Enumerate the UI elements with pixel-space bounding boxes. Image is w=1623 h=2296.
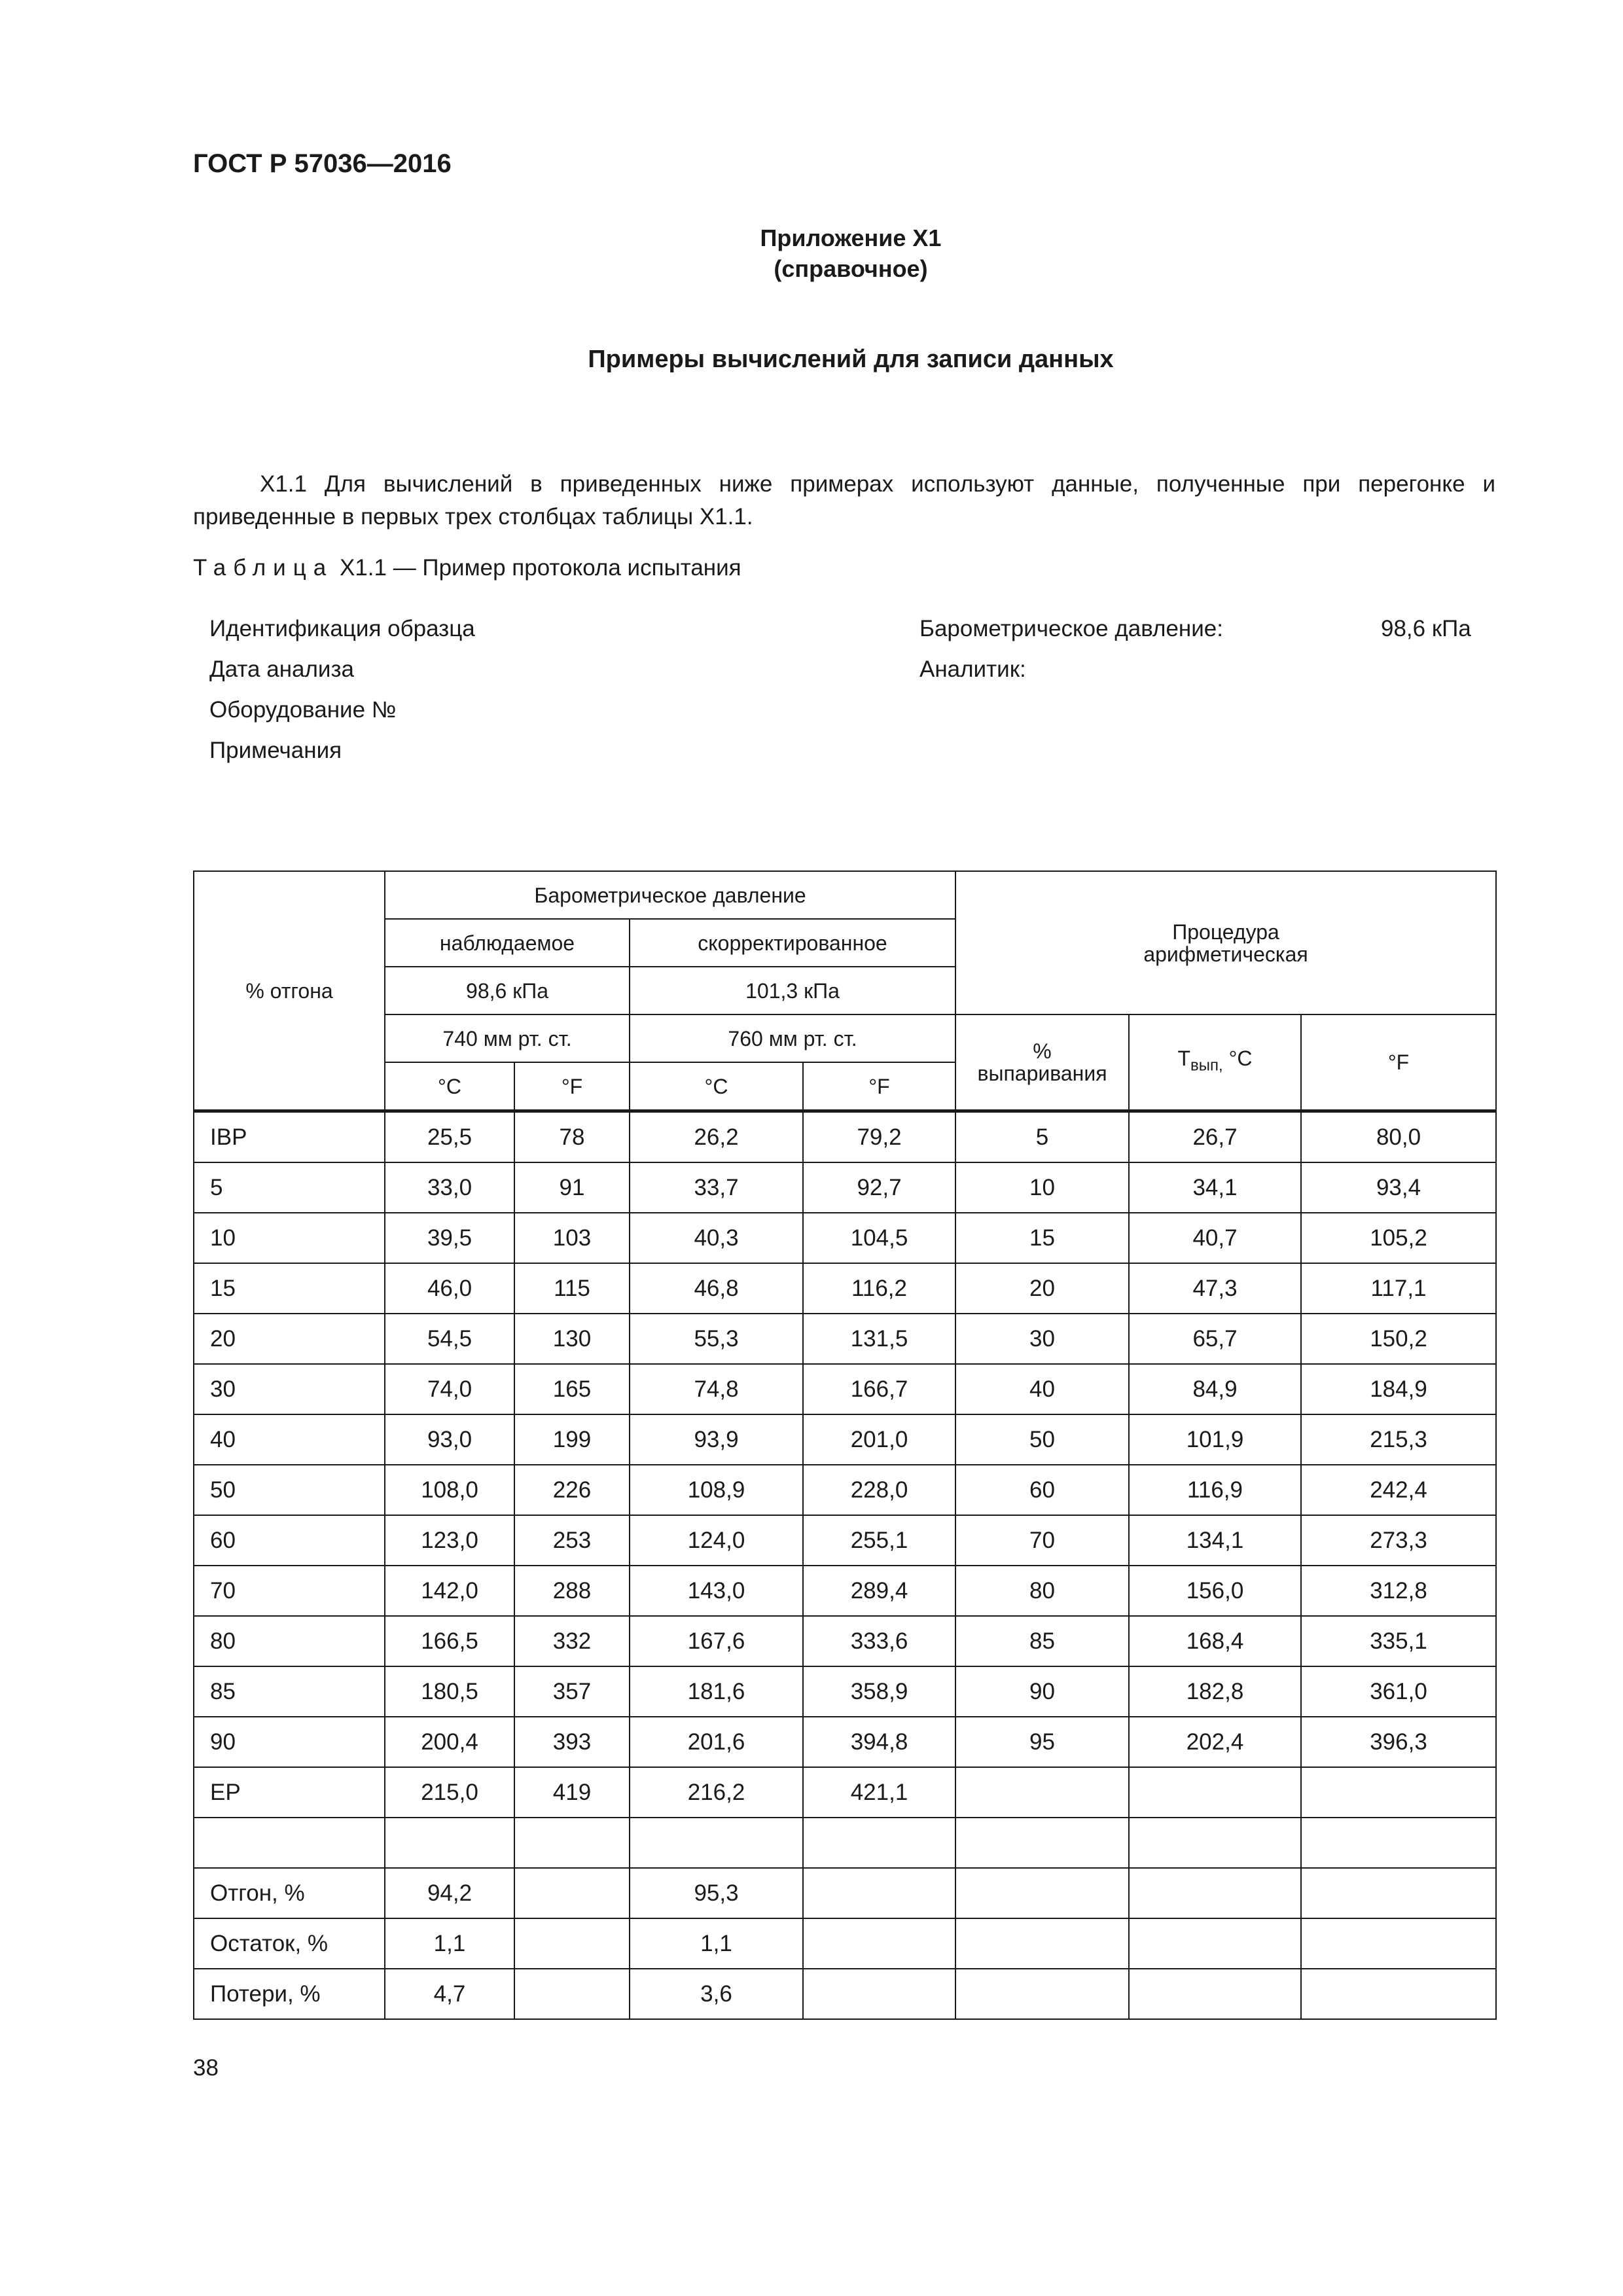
cell-obs-f: 393 — [514, 1717, 630, 1767]
document-code: ГОСТ Р 57036—2016 — [193, 149, 452, 178]
table-row — [194, 1918, 1496, 1969]
cell-evap-pct: 80 — [955, 1566, 1129, 1616]
cell-cor-f — [803, 1969, 955, 2019]
table-row — [194, 1969, 1496, 2019]
cell-evap-f: 273,3 — [1301, 1515, 1496, 1566]
header-observed: наблюдаемое — [385, 919, 630, 967]
cell-obs-f: 78 — [514, 1111, 630, 1163]
pressure-label: Барометрическое давление: — [919, 616, 1223, 641]
cell-cor-f: 333,6 — [803, 1616, 955, 1666]
cell-obs-c: 46,0 — [385, 1263, 514, 1314]
cell-cor-c: 95,3 — [630, 1868, 803, 1918]
table-row — [194, 1818, 1496, 1868]
cell-obs-c: 180,5 — [385, 1666, 514, 1717]
cell-evap-pct — [955, 1868, 1129, 1918]
cell-evap-c: 47,3 — [1129, 1263, 1301, 1314]
cell-obs-c: 215,0 — [385, 1767, 514, 1818]
header-row-4 — [194, 1014, 1496, 1062]
cell-evap-f — [1301, 1918, 1496, 1969]
t-evap-unit: °C — [1222, 1047, 1253, 1071]
cell-cor-f: 166,7 — [803, 1364, 955, 1414]
cell-cor-f: 421,1 — [803, 1767, 955, 1818]
table-row — [194, 1515, 1496, 1566]
distillation-table — [193, 870, 1497, 2020]
cell-evap-f: 396,3 — [1301, 1717, 1496, 1767]
table-caption-text: Х1.1 — Пример протокола испытания — [339, 555, 741, 581]
table-row — [194, 1868, 1496, 1918]
cell-evap-pct: 90 — [955, 1666, 1129, 1717]
table-row — [194, 1414, 1496, 1465]
cell-cor-c: 216,2 — [630, 1767, 803, 1818]
cell-obs-f: 357 — [514, 1666, 630, 1717]
cell-obs-c — [385, 1818, 514, 1868]
cell-evap-pct — [955, 1818, 1129, 1868]
cell-evap-pct: 50 — [955, 1414, 1129, 1465]
cell-cor-c: 181,6 — [630, 1666, 803, 1717]
cell-pct: Остаток, % — [194, 1918, 385, 1969]
cell-evap-f: 312,8 — [1301, 1566, 1496, 1616]
cell-pct: 15 — [194, 1263, 385, 1314]
cell-cor-c — [630, 1818, 803, 1868]
cell-pct: 5 — [194, 1162, 385, 1213]
notes-label: Примечания — [209, 738, 342, 763]
header-row-1 — [194, 871, 1496, 919]
cell-obs-f: 130 — [514, 1314, 630, 1364]
cell-obs-c: 142,0 — [385, 1566, 514, 1616]
header-corrected-mm: 760 мм рт. ст. — [630, 1014, 955, 1062]
cell-obs-f — [514, 1868, 630, 1918]
cell-evap-pct — [955, 1767, 1129, 1818]
cell-obs-f — [514, 1969, 630, 2019]
header-barometric: Барометрическое давление — [385, 871, 955, 919]
cell-obs-c: 74,0 — [385, 1364, 514, 1414]
pressure-value: 98,6 кПа — [1381, 616, 1471, 641]
cell-evap-c: 156,0 — [1129, 1566, 1301, 1616]
cell-evap-c — [1129, 1818, 1301, 1868]
header-pct-evaporated — [955, 1014, 1129, 1111]
cell-cor-c: 46,8 — [630, 1263, 803, 1314]
cell-evap-c: 34,1 — [1129, 1162, 1301, 1213]
cell-evap-f: 150,2 — [1301, 1314, 1496, 1364]
cell-cor-f: 92,7 — [803, 1162, 955, 1213]
cell-obs-c: 1,1 — [385, 1918, 514, 1969]
cell-evap-pct: 70 — [955, 1515, 1129, 1566]
table-row — [194, 1566, 1496, 1616]
table-row — [194, 1314, 1496, 1364]
cell-pct: 50 — [194, 1465, 385, 1515]
cell-cor-f: 255,1 — [803, 1515, 955, 1566]
cell-cor-f: 131,5 — [803, 1314, 955, 1364]
analyst-label: Аналитик: — [919, 656, 1026, 682]
header-procedure — [955, 871, 1496, 1014]
table-row — [194, 1465, 1496, 1515]
cell-evap-c — [1129, 1868, 1301, 1918]
cell-pct — [194, 1818, 385, 1868]
cell-obs-f: 226 — [514, 1465, 630, 1515]
page-number: 38 — [193, 2055, 219, 2081]
cell-evap-f: 335,1 — [1301, 1616, 1496, 1666]
cell-cor-f: 358,9 — [803, 1666, 955, 1717]
header-pct-evaporated-text: % выпаривания — [977, 1039, 1107, 1085]
cell-evap-f: 242,4 — [1301, 1465, 1496, 1515]
cell-evap-pct: 95 — [955, 1717, 1129, 1767]
cell-obs-c: 94,2 — [385, 1868, 514, 1918]
cell-evap-c: 182,8 — [1129, 1666, 1301, 1717]
cell-evap-pct — [955, 1918, 1129, 1969]
cell-cor-c: 74,8 — [630, 1364, 803, 1414]
cell-evap-f: 80,0 — [1301, 1111, 1496, 1163]
cell-evap-f: 361,0 — [1301, 1666, 1496, 1717]
cell-pct: 70 — [194, 1566, 385, 1616]
table-caption — [193, 555, 741, 581]
cell-obs-f: 419 — [514, 1767, 630, 1818]
section-title: Примеры вычислений для записи данных — [588, 346, 1114, 373]
cell-cor-c: 124,0 — [630, 1515, 803, 1566]
annex-subtitle: (справочное) — [774, 255, 928, 282]
cell-evap-f: 117,1 — [1301, 1263, 1496, 1314]
cell-cor-c: 1,1 — [630, 1918, 803, 1969]
cell-pct: 20 — [194, 1314, 385, 1364]
cell-cor-f — [803, 1868, 955, 1918]
header-observed-kpa: 98,6 кПа — [385, 967, 630, 1014]
cell-obs-c: 108,0 — [385, 1465, 514, 1515]
cell-evap-pct: 60 — [955, 1465, 1129, 1515]
cell-obs-c: 200,4 — [385, 1717, 514, 1767]
intro-paragraph: Х1.1 Для вычислений в приведенных ниже примерах используют данные, полученные при перегонке и приведенные в первых трех столбцах таблицы Х1.1. — [193, 471, 1495, 529]
table-row — [194, 1364, 1496, 1414]
cell-pct: 10 — [194, 1213, 385, 1263]
cell-pct: IBP — [194, 1111, 385, 1163]
cell-obs-f: 332 — [514, 1616, 630, 1666]
table-row — [194, 1263, 1496, 1314]
cell-cor-f: 79,2 — [803, 1111, 955, 1163]
cell-obs-c: 93,0 — [385, 1414, 514, 1465]
cell-cor-f: 228,0 — [803, 1465, 955, 1515]
cell-evap-f: 184,9 — [1301, 1364, 1496, 1414]
cell-evap-pct: 20 — [955, 1263, 1129, 1314]
cell-obs-c: 4,7 — [385, 1969, 514, 2019]
header-fahrenheit-observed: °F — [514, 1062, 630, 1111]
cell-cor-c: 167,6 — [630, 1616, 803, 1666]
cell-pct: 90 — [194, 1717, 385, 1767]
cell-cor-c: 201,6 — [630, 1717, 803, 1767]
cell-pct: 60 — [194, 1515, 385, 1566]
cell-evap-pct: 85 — [955, 1616, 1129, 1666]
cell-pct: 85 — [194, 1666, 385, 1717]
cell-evap-c: 65,7 — [1129, 1314, 1301, 1364]
cell-cor-c: 93,9 — [630, 1414, 803, 1465]
annex-title: Приложение Х1 — [760, 224, 942, 251]
header-celsius-observed: °C — [385, 1062, 514, 1111]
cell-cor-c: 33,7 — [630, 1162, 803, 1213]
cell-cor-c: 143,0 — [630, 1566, 803, 1616]
cell-evap-pct: 15 — [955, 1213, 1129, 1263]
equipment-label: Оборудование № — [209, 697, 397, 723]
header-observed-mm: 740 мм рт. ст. — [385, 1014, 630, 1062]
cell-obs-f: 288 — [514, 1566, 630, 1616]
cell-evap-c: 26,7 — [1129, 1111, 1301, 1163]
cell-pct: 40 — [194, 1414, 385, 1465]
cell-pct: 80 — [194, 1616, 385, 1666]
table-row — [194, 1717, 1496, 1767]
cell-obs-c: 25,5 — [385, 1111, 514, 1163]
cell-evap-c: 40,7 — [1129, 1213, 1301, 1263]
header-pct-distilled: % отгона — [194, 871, 385, 1111]
cell-cor-f: 289,4 — [803, 1566, 955, 1616]
cell-obs-c: 33,0 — [385, 1162, 514, 1213]
cell-obs-c: 123,0 — [385, 1515, 514, 1566]
cell-obs-f: 253 — [514, 1515, 630, 1566]
cell-evap-f: 105,2 — [1301, 1213, 1496, 1263]
cell-cor-f — [803, 1918, 955, 1969]
cell-obs-f: 91 — [514, 1162, 630, 1213]
t-evap-symbol: Т — [1177, 1047, 1191, 1071]
cell-obs-c: 39,5 — [385, 1213, 514, 1263]
cell-pct: Отгон, % — [194, 1868, 385, 1918]
cell-evap-f: 93,4 — [1301, 1162, 1496, 1213]
cell-obs-f: 199 — [514, 1414, 630, 1465]
cell-evap-f: 215,3 — [1301, 1414, 1496, 1465]
cell-evap-c: 202,4 — [1129, 1717, 1301, 1767]
cell-obs-c: 166,5 — [385, 1616, 514, 1666]
table-row — [194, 1666, 1496, 1717]
cell-evap-c: 168,4 — [1129, 1616, 1301, 1666]
header-fahrenheit-proc: °F — [1301, 1014, 1496, 1111]
cell-obs-f: 115 — [514, 1263, 630, 1314]
table-caption-label: Таблица — [193, 555, 334, 581]
cell-evap-c — [1129, 1969, 1301, 2019]
cell-evap-pct: 5 — [955, 1111, 1129, 1163]
header-corrected: скорректированное — [630, 919, 955, 967]
table-row — [194, 1111, 1496, 1163]
cell-evap-c — [1129, 1767, 1301, 1818]
cell-cor-f: 394,8 — [803, 1717, 955, 1767]
header-procedure-text: Процедура арифметическая — [1143, 920, 1308, 966]
cell-pct: Потери, % — [194, 1969, 385, 2019]
cell-evap-f — [1301, 1818, 1496, 1868]
t-evap-subscript: вып, — [1190, 1056, 1223, 1075]
cell-cor-c: 40,3 — [630, 1213, 803, 1263]
header-t-evap — [1129, 1014, 1301, 1111]
cell-cor-c: 108,9 — [630, 1465, 803, 1515]
cell-pct: EP — [194, 1767, 385, 1818]
cell-evap-pct — [955, 1969, 1129, 2019]
header-celsius-corrected: °C — [630, 1062, 803, 1111]
cell-pct: 30 — [194, 1364, 385, 1414]
table-row — [194, 1162, 1496, 1213]
table-row — [194, 1767, 1496, 1818]
cell-cor-f: 116,2 — [803, 1263, 955, 1314]
table-row — [194, 1616, 1496, 1666]
cell-cor-c: 3,6 — [630, 1969, 803, 2019]
table-row — [194, 1213, 1496, 1263]
cell-evap-c: 101,9 — [1129, 1414, 1301, 1465]
cell-evap-c: 116,9 — [1129, 1465, 1301, 1515]
cell-evap-pct: 40 — [955, 1364, 1129, 1414]
date-label: Дата анализа — [209, 656, 354, 682]
sample-id-label: Идентификация образца — [209, 616, 475, 641]
cell-evap-c — [1129, 1918, 1301, 1969]
cell-evap-c: 134,1 — [1129, 1515, 1301, 1566]
cell-cor-c: 26,2 — [630, 1111, 803, 1163]
cell-evap-f — [1301, 1868, 1496, 1918]
header-corrected-kpa: 101,3 кПа — [630, 967, 955, 1014]
cell-cor-f — [803, 1818, 955, 1868]
cell-evap-f — [1301, 1767, 1496, 1818]
cell-obs-c: 54,5 — [385, 1314, 514, 1364]
cell-cor-c: 55,3 — [630, 1314, 803, 1364]
cell-cor-f: 201,0 — [803, 1414, 955, 1465]
cell-obs-f: 165 — [514, 1364, 630, 1414]
cell-evap-c: 84,9 — [1129, 1364, 1301, 1414]
cell-evap-pct: 30 — [955, 1314, 1129, 1364]
cell-cor-f: 104,5 — [803, 1213, 955, 1263]
cell-evap-pct: 10 — [955, 1162, 1129, 1213]
cell-obs-f: 103 — [514, 1213, 630, 1263]
cell-evap-f — [1301, 1969, 1496, 2019]
header-fahrenheit-corrected: °F — [803, 1062, 955, 1111]
cell-obs-f — [514, 1818, 630, 1868]
cell-obs-f — [514, 1918, 630, 1969]
